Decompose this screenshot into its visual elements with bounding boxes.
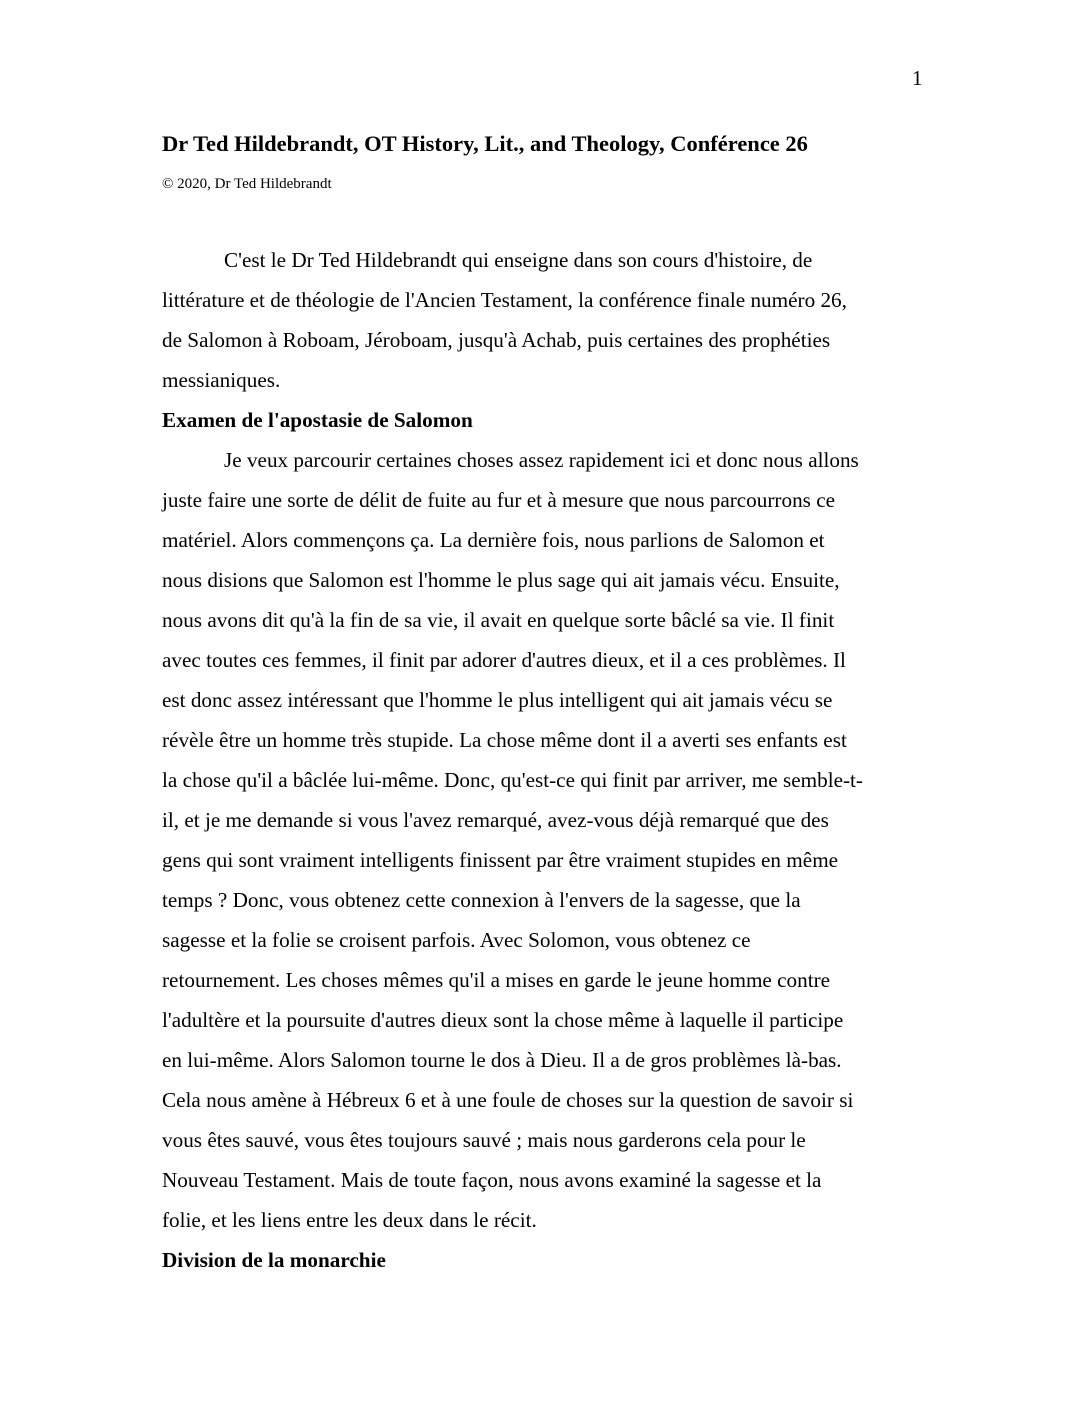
paragraph-line: Je veux parcourir certaines choses assez rapidement ici et donc nous allons (224, 448, 859, 472)
paragraph-line: juste faire une sorte de délit de fuite au fur et à mesure que nous parcourrons ce (162, 488, 836, 512)
paragraph-line: gens qui sont vraiment intelligents finissent par être vraiment stupides en même (162, 848, 839, 872)
copyright-notice: © 2020, Dr Ted Hildebrandt (162, 176, 332, 192)
document-title: Dr Ted Hildebrandt, OT History, Lit., and Theology, Conférence 26 (162, 131, 808, 156)
section-heading-monarchy-division: Division de la monarchie (162, 1248, 386, 1272)
document-body (162, 240, 926, 1280)
paragraph-line: l'adultère et la poursuite d'autres dieux sont la chose même à laquelle il participe (162, 1008, 844, 1032)
paragraph-line: folie, et les liens entre les deux dans le récit. (162, 1208, 537, 1232)
paragraph-line: nous disions que Salomon est l'homme le plus sage qui ait jamais vécu. Ensuite, (162, 568, 840, 592)
page-number: 1 (912, 66, 923, 90)
paragraph-line: retournement. Les choses mêmes qu'il a mises en garde le jeune homme contre (162, 968, 831, 992)
paragraph-line: sagesse et la folie se croisent parfois. Avec Solomon, vous obtenez ce (162, 928, 751, 952)
paragraph-line: en lui-même. Alors Salomon tourne le dos à Dieu. Il a de gros problèmes là-bas. (162, 1048, 842, 1072)
paragraph-line: avec toutes ces femmes, il finit par adorer d'autres dieux, et il a ces problèmes. Il (162, 648, 846, 672)
paragraph-line: matériel. Alors commençons ça. La dernière fois, nous parlions de Salomon et (162, 528, 825, 552)
paragraph-line: est donc assez intéressant que l'homme le plus intelligent qui ait jamais vécu se (162, 688, 833, 712)
salomon-paragraph (162, 440, 926, 1240)
paragraph-line: littérature et de théologie de l'Ancien Testament, la conférence finale numéro 26, (162, 288, 847, 312)
paragraph-line: vous êtes sauvé, vous êtes toujours sauvé ; mais nous garderons cela pour le (162, 1128, 806, 1152)
paragraph-line: Cela nous amène à Hébreux 6 et à une foule de choses sur la question de savoir si (162, 1088, 854, 1112)
paragraph-line: messianiques. (162, 368, 281, 392)
paragraph-line: Nouveau Testament. Mais de toute façon, nous avons examiné la sagesse et la (162, 1168, 822, 1192)
paragraph-line: de Salomon à Roboam, Jéroboam, jusqu'à Achab, puis certaines des prophéties (162, 328, 831, 352)
paragraph-line: C'est le Dr Ted Hildebrandt qui enseigne dans son cours d'histoire, de (224, 248, 813, 272)
paragraph-line: la chose qu'il a bâclée lui-même. Donc, qu'est-ce qui finit par arriver, me semble-t- (162, 768, 863, 792)
section-heading-salomon-apostasy: Examen de l'apostasie de Salomon (162, 408, 473, 432)
paragraph-line: temps ? Donc, vous obtenez cette connexion à l'envers de la sagesse, que la (162, 888, 801, 912)
paragraph-line: révèle être un homme très stupide. La chose même dont il a averti ses enfants est (162, 728, 847, 752)
paragraph-line: nous avons dit qu'à la fin de sa vie, il avait en quelque sorte bâclé sa vie. Il finit (162, 608, 835, 632)
intro-paragraph (162, 240, 926, 400)
paragraph-line: il, et je me demande si vous l'avez remarqué, avez-vous déjà remarqué que des (162, 808, 829, 832)
